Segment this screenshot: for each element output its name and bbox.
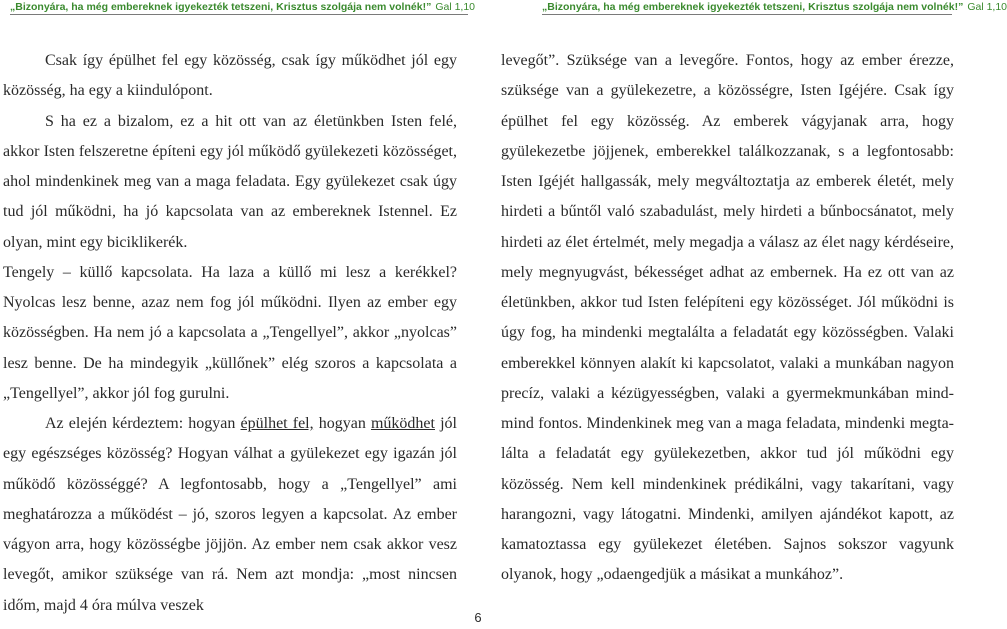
header-rule-right <box>542 14 952 15</box>
underlined-phrase-2: működhet <box>370 415 435 432</box>
paragraph-1: Csak így épülhet fel egy közösség, csak így működhet jól egy közösség, ha egy a kiindulópont. <box>3 52 457 100</box>
running-header-right <box>542 0 1007 14</box>
header-rule-left <box>10 14 468 15</box>
paragraph-4-part-a: Az elején kérdeztem: hogyan <box>45 415 241 432</box>
paragraph-4 <box>3 409 457 621</box>
paragraph-4-part-c: jól egy egészséges közösség? Hogyan válhat a gyülekezet egy igazán jól működő közösséggé? A legfontosabb, hogy a „Tengellyel” ami meghatározza a működést – jó, szoros legyen a kapcsolat. Az ember vágyon arra, hogy közösségbe jöjjön. Az ember nem csak akkor vesz levegőt, amikor szüksége van rá. Nem azt mondja: „most nincsen időm, majd 4 óra múlva veszek <box>3 415 457 614</box>
paragraph-4-part-b: hogyan <box>313 415 371 432</box>
header-ref-left: Gal 1,10 <box>435 1 476 13</box>
header-title-left: „Bizonyára, ha még embereknek igyekezték tetszeni, Krisztus szolgája nem volnék!” <box>10 1 432 13</box>
paragraph-2: S ha ez a bizalom, ez a hit ott van az életünkben Isten felé, akkor Isten felszeretne építeni egy jól működő gyülekezeti közösséget, ahol mindenkinek meg van a maga feladata. Egy gyülekezet csak úgy tud jól működni, ha jó kapcsolata van az embereknek Istennel. Ez olyan, mint egy biciklikerék. <box>3 112 457 251</box>
header-ref-right: Gal 1,10 <box>967 1 1007 13</box>
paragraph-5: levegőt”. Szüksége van a levegőre. Fontos, hogy az ember érezze, szüksége van a gyülekezetre, a közösségre, Isten Igéjére. Csak így épülhet fel egy közösség. Az emberek vágyjanak arra, hogy gyülekezetbe jöjjenek, emberekkel találkozzanak, s a legfontosabb: Isten Igéjét hallgassák, mely megváltoztatja az emberek életét, mely hirdeti a bűntől való szabadulást, mely hirdeti a bűnbocsánatot, mely hirdeti az élet értelmét, mely megadja a válasz az élet nagy kérdéseire, mely megnyugvást, békességet adhat az embernek. Ha ez ott van az életünkben, akkor tud Isten felépíteni egy közösséget. Jól működni is úgy fog, ha mindenki megtalálta a feladatát egy közösségben. Valaki emberekkel könnyen alakít ki kapcsolatot, valaki a munkában nagyon precíz, valaki a kézügyességben, valaki a gyermekmunkában mind-mind fontos. Mindenkinek meg van a maga feladata, mindenki megtalálta a feladatát egy gyülekezetben, akkor tud jól működni egy közösség. Nem kell mindenkinek prédikálni, vagy takarítani, vagy harangozni, vagy látogatni. Mindenki, amilyen ajándékot kapott, az kamatoztassa egy gyülekezet életében. Sajnos sokszor vagyunk olyanok, hogy „odaengedjük a másikat a munkához”. <box>501 52 954 584</box>
page-number: 6 <box>474 610 482 625</box>
running-header-left <box>10 0 480 14</box>
left-column <box>3 46 457 621</box>
underlined-phrase-1: épülhet fel, <box>240 415 314 432</box>
right-column <box>501 46 954 591</box>
header-title-right: „Bizonyára, ha még embereknek igyekezték tetszeni, Krisztus szolgája nem volnék!” <box>542 1 964 13</box>
paragraph-3: Tengely – küllő kapcsolata. Ha laza a küllő mi lesz a kerékkel? Nyolcas lesz benne, azaz nem fog jól működni. Ilyen az ember egy közösségben. Ha nem jó a kapcsolata a „Tengellyel”, akkor „nyolcas” lesz benne. De ha mindegyik „küllőnek” elég szoros a kapcsolata a „Tengellyel”, akkor jól fog gurulni. <box>3 263 457 402</box>
